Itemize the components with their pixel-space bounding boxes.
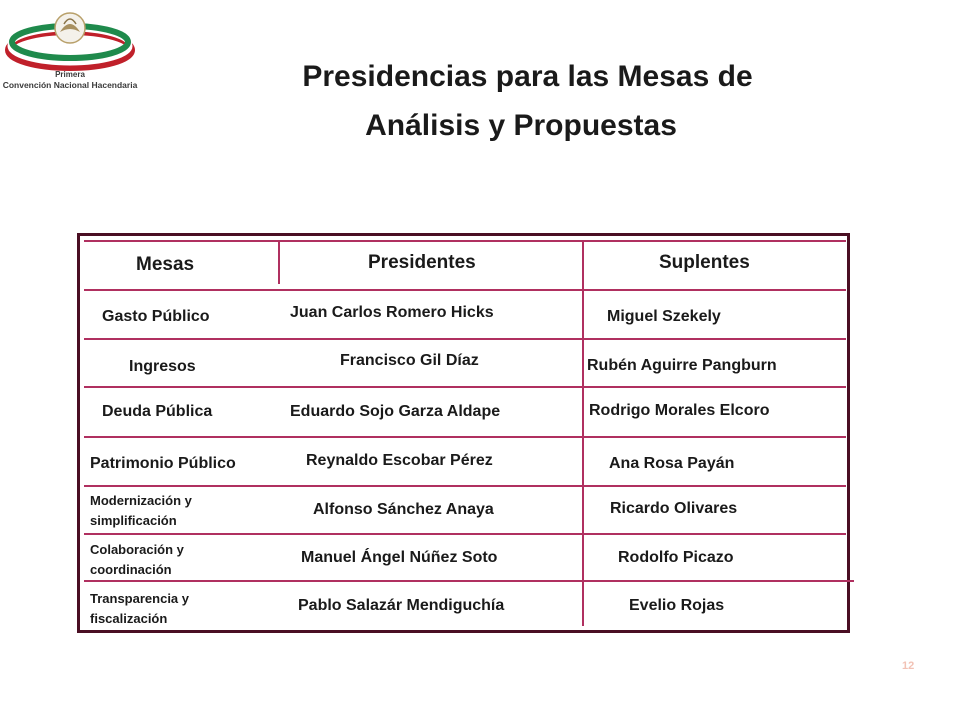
row-divider [84,240,846,242]
logo-line-2: Convención Nacional Hacendaria [2,80,138,90]
mesa-cell-line-1: Colaboración y [90,542,184,557]
presidente-cell: Francisco Gil Díaz [340,352,479,369]
presidente-cell: Alfonso Sánchez Anaya [313,501,494,518]
suplente-cell: Ana Rosa Payán [609,455,735,472]
mesa-cell-line-2: coordinación [90,562,172,577]
page-title-line-1: Presidencias para las Mesas de [302,60,753,93]
presidente-cell: Juan Carlos Romero Hicks [290,304,494,321]
row-divider [84,289,846,291]
suplente-cell: Rodolfo Picazo [618,549,734,566]
row-divider [84,580,854,582]
presidente-cell: Pablo Salazár Mendiguchía [298,597,505,614]
presidente-cell: Eduardo Sojo Garza Aldape [290,403,501,420]
mesa-cell [90,540,240,580]
column-divider [582,242,584,626]
mesa-cell-line-1: Transparencia y [90,591,189,606]
row-divider [84,485,846,487]
row-divider [84,386,846,388]
mesa-cell-line-2: simplificación [90,513,177,528]
suplente-cell: Evelio Rojas [629,597,725,614]
mesa-cell [90,589,240,629]
mesa-cell: Deuda Pública [102,403,213,420]
page-title-line-2: Análisis y Propuestas [365,109,677,142]
suplente-cell: Miguel Szekely [607,308,721,325]
mesa-cell-line-1: Modernización y [90,493,192,508]
mesa-cell: Ingresos [129,358,196,375]
header-suplentes: Suplentes [659,252,750,273]
suplente-cell: Rodrigo Morales Elcoro [589,402,770,419]
row-divider [84,338,846,340]
mesa-cell-line-2: fiscalización [90,611,168,626]
mesa-cell [90,491,240,531]
header-mesas: Mesas [136,254,195,275]
presidente-cell: Reynaldo Escobar Pérez [306,452,493,469]
row-divider [84,533,846,535]
row-divider [84,436,846,438]
suplente-cell: Rubén Aguirre Pangburn [587,357,777,374]
mesa-cell: Patrimonio Público [90,455,236,472]
column-divider [278,242,280,284]
header-presidentes: Presidentes [368,252,476,273]
mesa-cell: Gasto Público [102,308,210,325]
suplente-cell: Ricardo Olivares [610,500,738,517]
logo-line-1: Primera [55,70,85,79]
presidente-cell: Manuel Ángel Núñez Soto [301,549,498,566]
page-number: 12 [902,660,915,672]
